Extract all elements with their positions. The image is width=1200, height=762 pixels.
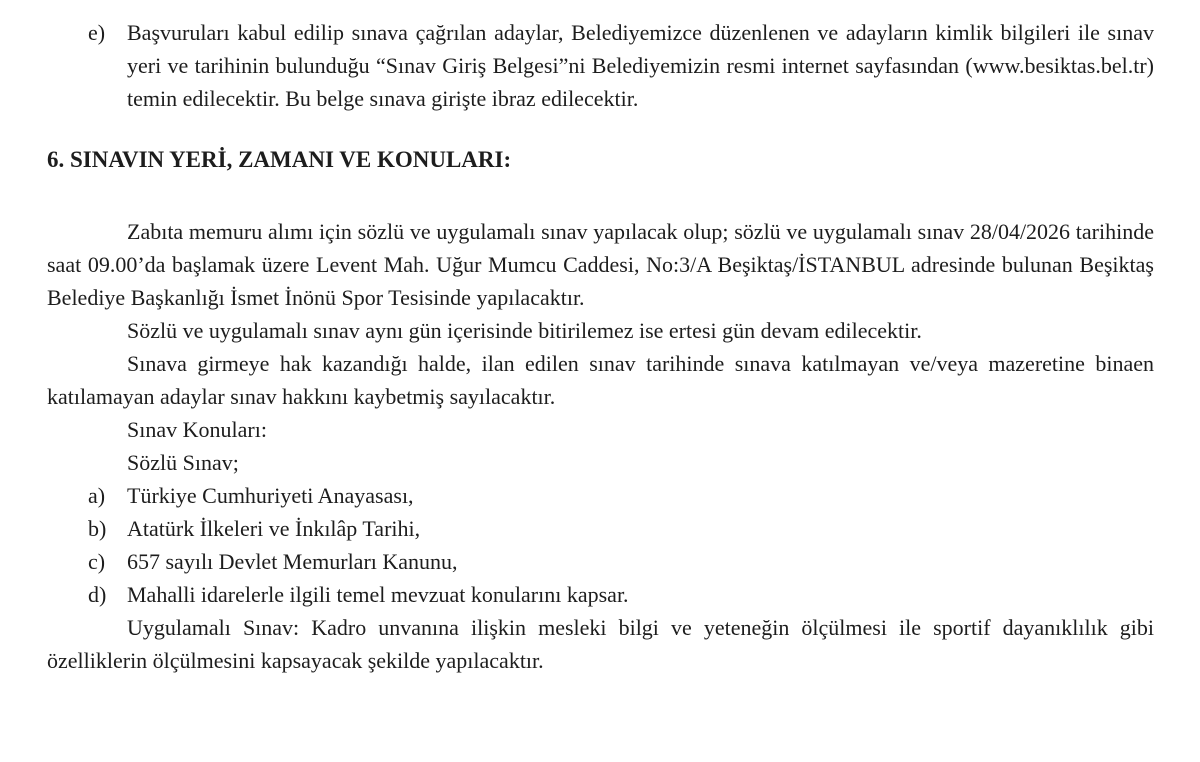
list-item-marker: a) — [88, 483, 106, 508]
list-item-marker: d) — [88, 582, 107, 607]
exam-topics-label: Sınav Konuları: — [127, 417, 267, 442]
list-item-marker: c) — [88, 549, 106, 574]
oral-exam-label: Sözlü Sınav; — [127, 450, 239, 475]
paragraph-forfeit: Sınava girmeye hak kazandığı halde, ilan edilen sınav tarihinde sınava katılmayan ve/veya mazeretine binaen katılamayan adaylar sınav hakkını kaybetmiş sayılacaktır. — [47, 351, 1154, 409]
list-item — [47, 479, 1154, 512]
paragraph-next-day: Sözlü ve uygulamalı sınav aynı gün içerisinde bitirilemez ise ertesi gün devam edilecektir. — [127, 318, 922, 343]
list-item-text: 657 sayılı Devlet Memurları Kanunu, — [127, 549, 458, 574]
list-item-marker: b) — [88, 516, 107, 541]
list-item — [47, 512, 1154, 545]
list-item-e-marker: e) — [88, 20, 106, 45]
list-item-e — [47, 16, 1154, 115]
list-item-text: Mahalli idarelerle ilgili temel mevzuat konularını kapsar. — [127, 582, 629, 607]
list-item-text: Türkiye Cumhuriyeti Anayasası, — [127, 483, 414, 508]
paragraph-exam-place: Zabıta memuru alımı için sözlü ve uygulamalı sınav yapılacak olup; sözlü ve uygulamalı sınav 28/04/2026 tarihinde saat 09.00’da başlamak üzere Levent Mah. Uğur Mumcu Caddesi, No:3/A Beşiktaş/İSTANBUL adresinde bulunan Beşiktaş Belediye Başkanlığı İsmet İnönü Spor Tesisinde yapılacaktır. — [47, 219, 1154, 310]
paragraph-practical-exam: Uygulamalı Sınav: Kadro unvanına ilişkin mesleki bilgi ve yeteneğin ölçülmesi ile sportif dayanıklılık gibi özelliklerin ölçülmesini kapsayacak şekilde yapılacaktır. — [47, 615, 1154, 673]
list-item-text: Atatürk İlkeleri ve İnkılâp Tarihi, — [127, 516, 421, 541]
oral-exam-list — [47, 479, 1154, 611]
list-item-e-text: Başvuruları kabul edilip sınava çağrılan adaylar, Belediyemizce düzenlenen ve adayların kimlik bilgileri ile sınav yeri ve tarihinin bulunduğu “Sınav Giriş Belgesi”ni Belediyemizin resmi internet sayfasından (www.besiktas.bel.tr) temin edilecektir. Bu belge sınava girişte ibraz edilecektir. — [127, 20, 1154, 111]
section-heading: 6. SINAVIN YERİ, ZAMANI VE KONULARI: — [47, 147, 512, 172]
list-item — [47, 545, 1154, 578]
list-item — [47, 578, 1154, 611]
